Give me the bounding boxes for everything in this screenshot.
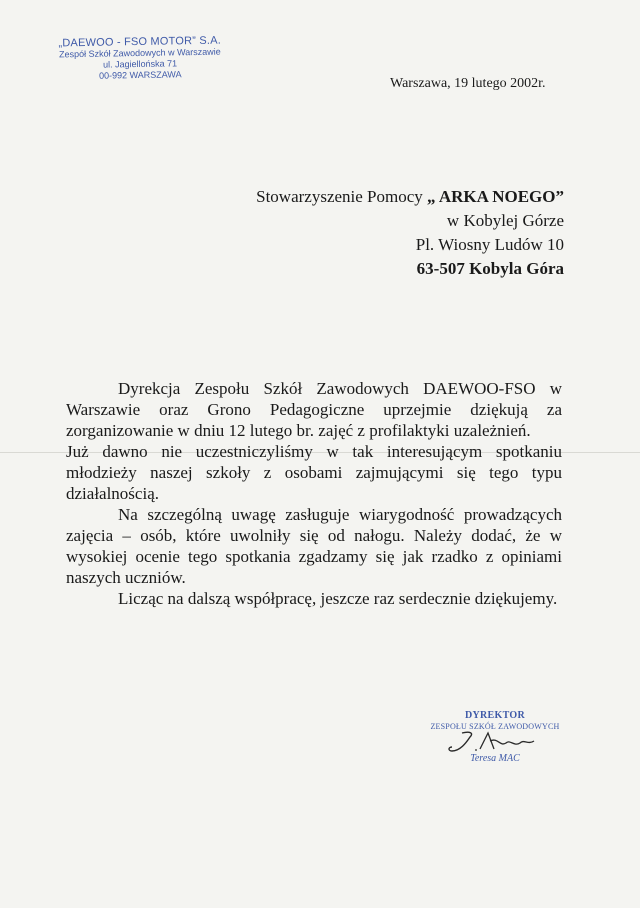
recipient-line-3: Pl. Wiosny Ludów 10 [415, 235, 564, 254]
recipient-postal-city: 63-507 Kobyla Góra [416, 259, 564, 278]
recipient-prefix: Stowarzyszenie Pomocy [256, 187, 428, 206]
body-paragraph-1: Dyrekcja Zespołu Szkół Zawodowych DAEWOO-FSO w Warszawie oraz Grono Pedagogiczne uprzejmie dziękują za zorganizowanie w dniu 12 lutego br. zajęć z profilaktyki uzależnień. [66, 379, 562, 440]
stamp-company-name: „DAEWOO - FSO MOTOR” S.A. [58, 34, 222, 50]
stamp-school-name: Zespół Szkół Zawodowych w Warszawie [58, 46, 221, 60]
body-paragraph-4: Licząc na dalszą współpracę, jeszcze raz serdecznie dziękujemy. [118, 589, 558, 608]
company-stamp [40, 34, 241, 82]
letter-body [66, 378, 562, 609]
body-paragraph-3: Na szczególną uwagę zasługuje wiarygodność prowadzących zajęcia – osób, które uwolniły się od nałogu. Należy dodać, że w wysokiej ocenie tego spotkania zgadzamy się jak rzadko z opiniami naszych uczniów. [66, 505, 562, 587]
stamp-city: 00-992 WARSZAWA [98, 69, 182, 81]
recipient-name: „ ARKA NOEGO” [427, 187, 564, 206]
signature-title: DYREKTOR [464, 710, 525, 721]
stamp-street: ul. Jagiellońska 71 [102, 58, 178, 70]
signature-name: Teresa MAC [470, 753, 520, 764]
signature-stamp [420, 710, 570, 764]
signature-org: ZESPOŁU SZKÓŁ ZAWODOWYCH [430, 722, 560, 731]
letter-date: Warszawa, 19 lutego 2002r. [390, 76, 546, 91]
body-paragraph-2: Już dawno nie uczestniczyliśmy w tak interesującym spotkaniu młodzieży naszej szkoły z osobami zajmującymi się tego typu działalnością. [66, 442, 562, 503]
recipient-line-2: w Kobylej Górze [446, 211, 564, 230]
recipient-line-1 [204, 185, 564, 209]
recipient-address [204, 185, 564, 281]
